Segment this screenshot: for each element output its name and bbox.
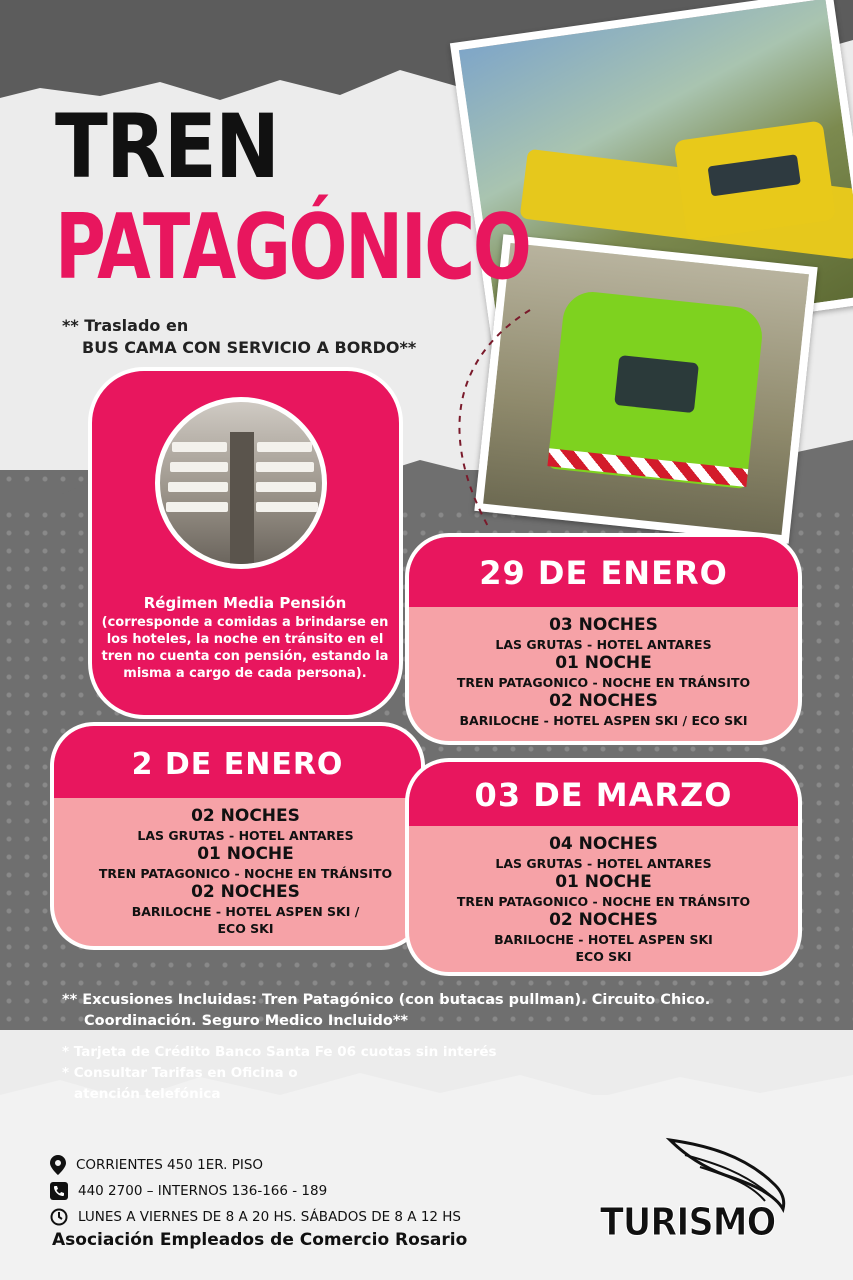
- dashed-path-decoration: [430, 300, 550, 540]
- regimen-text-block: [100, 595, 390, 682]
- phone-text: 440 2700 – INTERNOS 136-166 - 189: [78, 1183, 328, 1199]
- location-pin-icon: [50, 1155, 66, 1175]
- destination: TREN PATAGONICO - NOCHE EN TRÁNSITO: [456, 894, 751, 909]
- nights: 02 NOCHES: [549, 910, 658, 930]
- date-card-03-marzo: [405, 758, 802, 976]
- subtitle-line-1: ** Traslado en: [62, 316, 189, 335]
- destination: LAS GRUTAS - HOTEL ANTARES: [495, 856, 712, 871]
- excursiones-line-1: ** Excusiones Incluidas: Tren Patagónico (con butacas pullman). Circuito Chico.: [62, 992, 711, 1008]
- excursiones-line-2: Coordinación. Seguro Medico Incluido**: [84, 1013, 409, 1029]
- nights: 02 NOCHES: [549, 691, 658, 711]
- date-card-2-enero: [50, 722, 425, 950]
- phone-icon: [50, 1182, 68, 1200]
- nights: 01 NOCHE: [197, 844, 294, 864]
- subtitle-line-2: BUS CAMA CON SERVICIO A BORDO**: [82, 338, 417, 357]
- hours-text: LUNES A VIERNES DE 8 A 20 HS. SÁBADOS DE 8 A 12 HS: [78, 1209, 462, 1225]
- bus-interior-photo: [155, 397, 327, 569]
- destination: LAS GRUTAS - HOTEL ANTARES: [495, 637, 712, 652]
- subtitle: [62, 315, 416, 359]
- nights: 01 NOCHE: [555, 872, 652, 892]
- address-text: CORRIENTES 450 1ER. PISO: [76, 1157, 264, 1173]
- association-name: Asociación Empleados de Comercio Rosario: [52, 1230, 468, 1250]
- payment-line-3: atención telefónica: [74, 1086, 221, 1102]
- destination: LAS GRUTAS - HOTEL ANTARES: [137, 828, 354, 843]
- nights: 02 NOCHES: [191, 806, 300, 826]
- nights: 03 NOCHES: [549, 615, 658, 635]
- nights: 01 NOCHE: [555, 653, 652, 673]
- destination-line-2: ECO SKI: [217, 921, 274, 936]
- date-card-29-enero: [405, 533, 802, 745]
- payment-line-2: * Consultar Tarifas en Oficina o: [62, 1065, 298, 1081]
- payment-note: [62, 1042, 497, 1105]
- destination: BARILOCHE - HOTEL ASPEN SKI /: [131, 904, 360, 919]
- clock-icon: [50, 1208, 68, 1226]
- nights: 04 NOCHES: [549, 834, 658, 854]
- contact-info: [50, 1152, 461, 1230]
- payment-line-1: * Tarjeta de Crédito Banco Santa Fe 06 cuotas sin interés: [62, 1044, 497, 1060]
- destination: BARILOCHE - HOTEL ASPEN SKI / ECO SKI: [459, 713, 748, 728]
- title-line-2: PATAGÓNICO: [55, 195, 530, 300]
- turismo-logo: TURISMO: [600, 1200, 776, 1244]
- regimen-description: (corresponde a comidas a brindarse en los hoteles, la noche en tránsito en el tren no cuenta con pensión, estando la misma a cargo de cada persona).: [101, 615, 389, 681]
- destination-line-2: ECO SKI: [575, 949, 632, 964]
- destination: TREN PATAGONICO - NOCHE EN TRÁNSITO: [98, 866, 393, 881]
- title-line-1: TREN: [55, 95, 279, 198]
- excursiones-note: [62, 990, 822, 1032]
- destination: BARILOCHE - HOTEL ASPEN SKI: [494, 932, 713, 947]
- date-title: 03 DE MARZO: [409, 762, 798, 826]
- nights: 02 NOCHES: [191, 882, 300, 902]
- regimen-heading: Régimen Media Pensión: [143, 594, 347, 612]
- date-title: 29 DE ENERO: [409, 537, 798, 607]
- date-title: 2 DE ENERO: [54, 726, 421, 798]
- destination: TREN PATAGONICO - NOCHE EN TRÁNSITO: [456, 675, 751, 690]
